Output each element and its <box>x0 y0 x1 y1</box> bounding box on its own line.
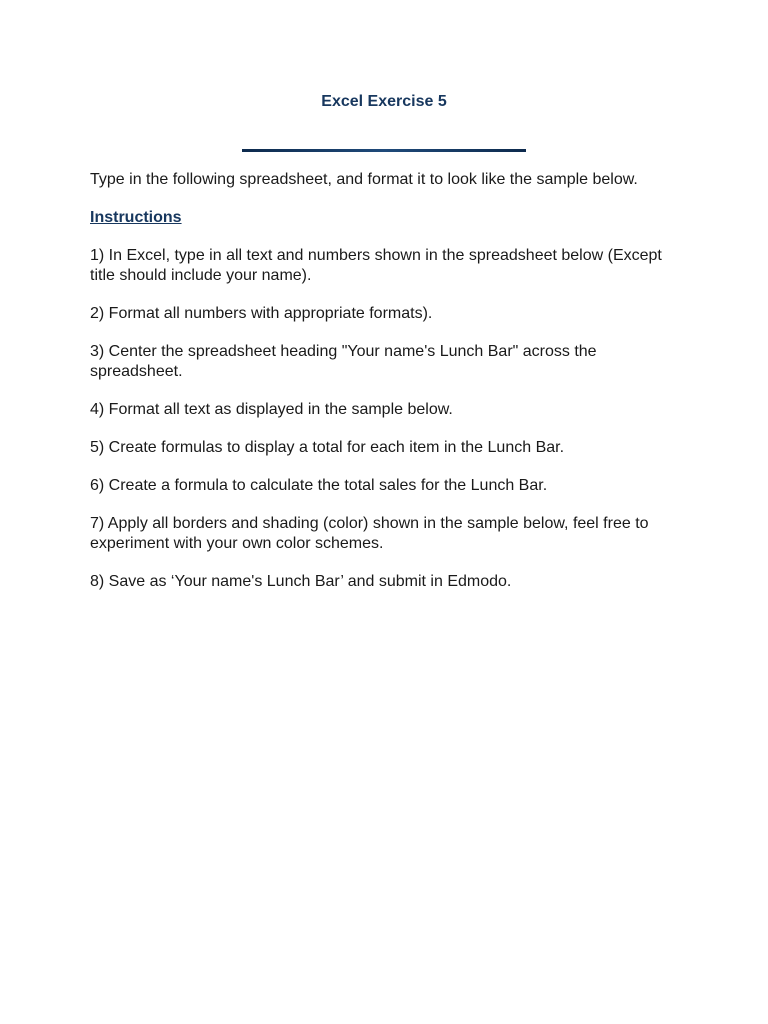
document-body <box>90 170 690 610</box>
instruction-step-6: 6) Create a formula to calculate the total sales for the Lunch Bar. <box>90 477 548 494</box>
intro-paragraph: Type in the following spreadsheet, and format it to look like the sample below. <box>90 171 638 188</box>
title-divider <box>242 149 526 152</box>
instruction-step-2: 2) Format all numbers with appropriate formats). <box>90 305 433 322</box>
instruction-step-4: 4) Format all text as displayed in the sample below. <box>90 401 453 418</box>
instruction-step-3: 3) Center the spreadsheet heading "Your name's Lunch Bar" across the spreadsheet. <box>90 343 597 380</box>
instruction-step-7: 7) Apply all borders and shading (color) shown in the sample below, feel free to experiment with your own color schemes. <box>90 515 649 552</box>
instruction-step-1: 1) In Excel, type in all text and numbers shown in the spreadsheet below (Except title should include your name). <box>90 247 662 284</box>
instruction-step-5: 5) Create formulas to display a total for each item in the Lunch Bar. <box>90 439 565 456</box>
document-title: Excel Exercise 5 <box>321 93 447 110</box>
instruction-step-8: 8) Save as ‘Your name's Lunch Bar’ and submit in Edmodo. <box>90 573 512 590</box>
instructions-heading: Instructions <box>90 209 182 226</box>
